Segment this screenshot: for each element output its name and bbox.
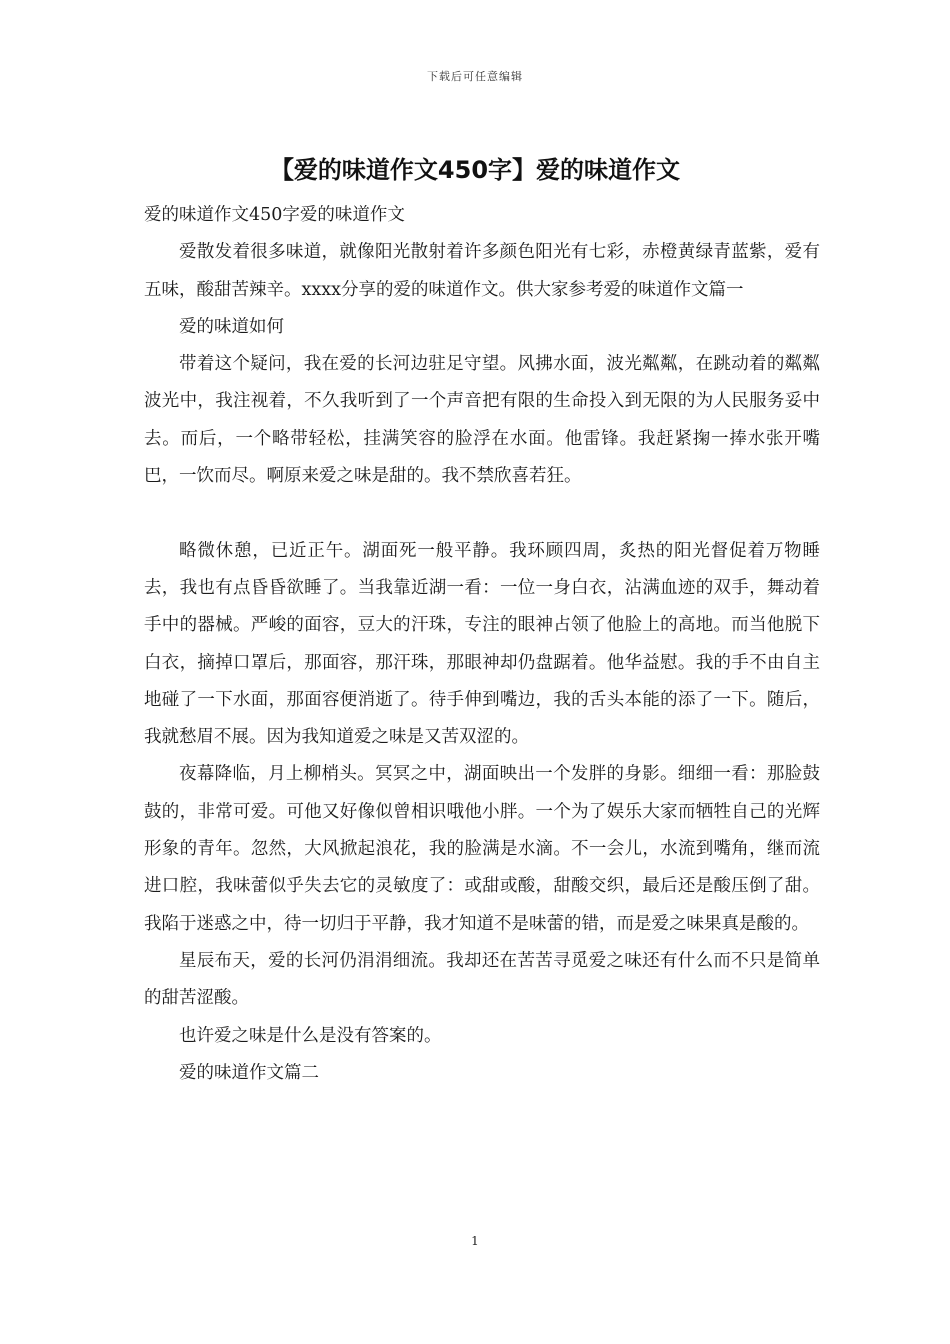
document-body (144, 197, 820, 1092)
paragraph-section-two-heading: 爱的味道作文篇二 (179, 1062, 319, 1083)
document-title: 【爱的味道作文450字】爱的味道作文 (269, 156, 681, 184)
subtitle-line: 爱的味道作文450字爱的味道作文 (144, 205, 405, 225)
paragraph-question: 爱的味道如何 (179, 316, 284, 337)
page-number: 1 (471, 1234, 479, 1248)
page-header-note: 下载后可任意编辑 (427, 70, 523, 83)
paragraph-sweet: 带着这个疑问，我在爱的长河边驻足守望。风拂水面，波光粼粼，在跳动着的粼粼波光中，我注视着，不久我听到了一个声音把有限的生命投入到无限的为人民服务妥中去。而后，一个略带轻松，挂满笑容的脸浮在水面。他雷锋。我赶紧掬一捧水张开嘴巴，一饮而尽。啊原来爱之味是甜的。我不禁欣喜若狂。 (144, 354, 820, 487)
paragraph-no-answer: 也许爱之味是什么是没有答案的。 (179, 1025, 442, 1046)
paragraph-sour: 夜幕降临，月上柳梢头。冥冥之中，湖面映出一个发胖的身影。细细一看：那脸鼓鼓的，非常可爱。可他又好像似曾相识哦他小胖。一个为了娱乐大家而牺牲自己的光辉形象的青年。忽然，大风掀起浪花，我的脸满是水滴。不一会儿，水流到嘴角，继而流进口腔，我味蕾似乎失去它的灵敏度了：或甜或酸，甜酸交织，最后还是酸压倒了甜。我陷于迷惑之中，待一切归于平静，我才知道不是味蕾的错，而是爱之味果真是酸的。 (144, 764, 820, 934)
paragraph-intro: 爱散发着很多味道，就像阳光散射着许多颜色阳光有七彩，赤橙黄绿青蓝紫，爱有五味，酸甜苦辣辛。xxxx分享的爱的味道作文。供大家参考爱的味道作文篇一 (144, 242, 820, 300)
paragraph-bitter: 略微休憩，已近正午。湖面死一般平静。我环顾四周，炙热的阳光督促着万物睡去，我也有点昏昏欲睡了。当我靠近湖一看：一位一身白衣，沾满血迹的双手，舞动着手中的器械。严峻的面容，豆大的汗珠，专注的眼神占领了他脸上的高地。而当他脱下白衣，摘掉口罩后，那面容，那汗珠，那眼神却仍盘踞着。他华益慰。我的手不由自主地碰了一下水面，那面容便消逝了。待手伸到嘴边，我的舌头本能的添了一下。随后，我就愁眉不展。因为我知道爱之味是又苦双涩的。 (144, 540, 820, 748)
paragraph-stars: 星辰布天，爱的长河仍涓涓细流。我却还在苦苦寻觅爱之味还有什么而不只是简单的甜苦涩酸。 (144, 950, 820, 1009)
paragraph-spacer (144, 495, 820, 532)
